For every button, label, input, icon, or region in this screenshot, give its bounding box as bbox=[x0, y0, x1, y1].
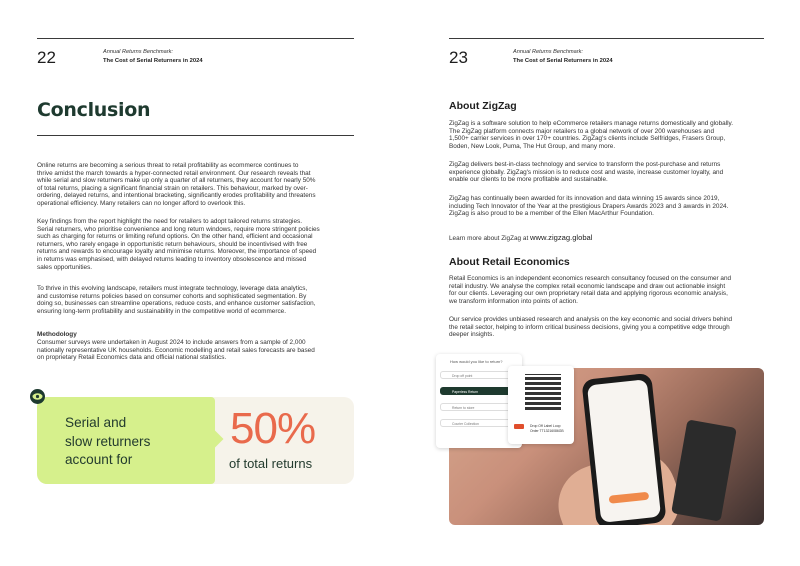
header-series: Annual Returns Benchmark: bbox=[103, 49, 173, 55]
bank-card bbox=[671, 419, 737, 521]
stat-callout-label-box bbox=[37, 397, 215, 484]
carrier-logo-icon bbox=[514, 424, 524, 429]
return-option: Return to store bbox=[440, 403, 520, 411]
retail-economics-paragraph-1: Retail Economics is an independent economics research consultancy focused on the consumer and retail industry. We analyse the complex retail economic landscape and draw out actionable insight for our clients. Leveraging our own proprietary retail data and applying rigorous economic analysis, we transform information into points of action. bbox=[449, 275, 732, 305]
return-option: Drop off point bbox=[440, 371, 520, 379]
qr-code-icon bbox=[525, 374, 561, 410]
header-title: The Cost of Serial Returners in 2024 bbox=[513, 58, 613, 64]
conclusion-paragraph-2: Key findings from the report highlight the need for retailers to adopt tailored returns strategies. Serial returners, who prioritise convenience and long return windows, require more stringent policies such as charging for returns or limiting refund options. On the other hand, efficient and occasional returners, who rarely engage in opportunistic return behaviours, should be incentivised with free returns and rewards to encourage loyalty and minimise returns. Moreover, the importance of speed in returns was emphasised, with delayed returns leading to inventory obsolescence and missed sales opportunities. bbox=[37, 218, 320, 271]
phone-screen bbox=[587, 379, 661, 523]
return-option-selected: Paperless Return bbox=[440, 387, 520, 395]
about-zigzag-heading: About ZigZag bbox=[449, 100, 517, 112]
page-number: 22 bbox=[37, 48, 56, 67]
zigzag-website-link[interactable]: www.zigzag.global bbox=[530, 232, 593, 242]
methodology-heading: Methodology bbox=[37, 331, 77, 338]
zigzag-paragraph-2: ZigZag delivers best-in-class technology and service to transform the post-purchase and returns experience globally. ZigZag's mission is to reduce cost and waste, increase customer loyalty, and enable our clients to be more profitable and sustainable. bbox=[449, 161, 724, 184]
smartphone bbox=[581, 373, 666, 525]
title-rule bbox=[37, 135, 354, 136]
learn-more-prefix: Learn more about ZigZag at bbox=[449, 234, 530, 242]
stat-value: 50% bbox=[230, 404, 316, 453]
qr-caption: Drop Off Label Loop Order TT13216086GB bbox=[530, 424, 564, 433]
return-option: Courier Collection bbox=[440, 419, 520, 427]
stat-label: Serial and slow returners account for bbox=[65, 415, 151, 467]
eye-icon bbox=[30, 389, 45, 404]
retail-economics-paragraph-2: Our service provides unbiased research and analysis on the key economic and social drivers behind the retail sector, helping to inform critical business decisions, giving you a competitive edge through deeper insights. bbox=[449, 316, 733, 339]
header-rule bbox=[37, 38, 354, 39]
conclusion-paragraph-1: Online returns are becoming a serious threat to retail profitability as ecommerce continues to thrive amidst the march towards a hyper-connected retail environment. Our research reveals that while serial and slow returners make up only a quarter of all returners, they account for nearly 50% of total returns, placing a significant financial strain on retailers. This behaviour, marked by over- ordering, delayed returns, and intentional bracketing, significantly erodes profitability and threatens operational efficiency. Many retailers can no longer afford to overlook this. bbox=[37, 162, 316, 207]
header-series: Annual Returns Benchmark: bbox=[513, 49, 583, 55]
stat-subtitle: of total returns bbox=[229, 456, 313, 471]
zigzag-paragraph-1: ZigZag is a software solution to help eCommerce retailers manage returns domestically and globally. The ZigZag platform connects major retailers to a global network of over 200 warehouses and 1,500+ carrier services in over 170+ countries. ZigZag's clients include Selfridges, Frasers Group, Boden, New Look, Puma, The Hut Group, and many more. bbox=[449, 120, 734, 150]
about-retail-economics-heading: About Retail Economics bbox=[449, 256, 570, 268]
page-title: Conclusion bbox=[37, 99, 151, 121]
header-rule bbox=[449, 38, 764, 39]
methodology-text: Consumer surveys were undertaken in August 2024 to include answers from a sample of 2,000 nationally representative UK households. Economic modelling and retail sales forecasts are based on proprietary Retail Economics data and official national statistics. bbox=[37, 339, 315, 362]
learn-more-line bbox=[449, 226, 592, 242]
zigzag-paragraph-3: ZigZag has continually been awarded for its innovation and data winning 15 awards since 2019, including Tech Innovator of the Year at the prestigious Drapers Awards 2023 and 3 awards in 2024. ZigZag is also proud to be a member of the Ellen MacArthur Foundation. bbox=[449, 195, 729, 218]
header-title: The Cost of Serial Returners in 2024 bbox=[103, 58, 203, 64]
phone-action-button bbox=[609, 492, 650, 504]
page-number: 23 bbox=[449, 48, 468, 67]
return-options-title: How would you like to return? bbox=[450, 359, 503, 364]
conclusion-paragraph-3: To thrive in this evolving landscape, retailers must integrate technology, leverage data analytics, and customise returns policies based on consumer cohorts and sophisticated segmentation. By doing so, businesses can streamline operations, reduce costs, and enhance customer satisfaction, ensuring long-term profitability and sustainability in the competitive world of ecommerce. bbox=[37, 285, 316, 315]
